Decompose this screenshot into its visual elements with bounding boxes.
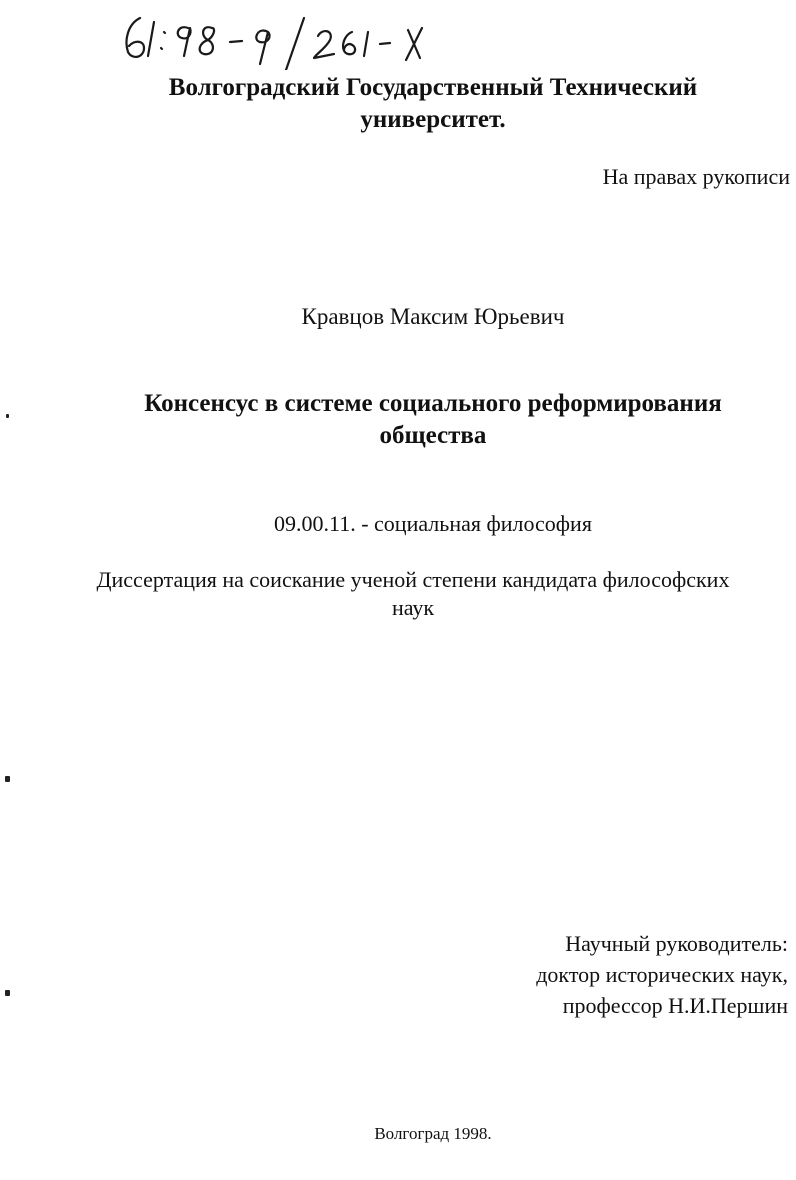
university-name-line2: университет. bbox=[360, 106, 506, 133]
degree-statement-line2: наук bbox=[391, 595, 435, 620]
degree-statement bbox=[0, 566, 796, 622]
supervisor-degree: доктор исторических наук, bbox=[536, 962, 788, 987]
scan-speck bbox=[5, 776, 10, 782]
supervisor-name: профессор Н.И.Першин bbox=[562, 993, 788, 1018]
city-and-year: Волгоград 1998. bbox=[374, 1124, 492, 1143]
supervisor-label: Научный руководитель: bbox=[565, 931, 788, 956]
dissertation-title bbox=[0, 388, 796, 452]
speciality-code: 09.00.11. - социальная философия bbox=[274, 511, 592, 536]
university-name bbox=[0, 72, 796, 136]
handwritten-catalog-number bbox=[118, 10, 478, 70]
dissertation-title-line2: общества bbox=[379, 422, 487, 449]
author-name: Кравцов Максим Юрьевич bbox=[301, 304, 565, 329]
university-name-line1: Волгоградский Государственный Технический bbox=[168, 74, 698, 101]
manuscript-rights-note: На правах рукописи bbox=[602, 164, 790, 189]
scientific-supervisor bbox=[536, 928, 788, 1021]
scan-speck bbox=[6, 414, 9, 418]
dissertation-title-line1: Консенсус в системе социального реформирования bbox=[144, 390, 722, 417]
degree-statement-line1: Диссертация на соискание ученой степени кандидата философских bbox=[96, 567, 730, 592]
handwriting-ink bbox=[118, 10, 478, 70]
scan-speck bbox=[5, 990, 10, 996]
